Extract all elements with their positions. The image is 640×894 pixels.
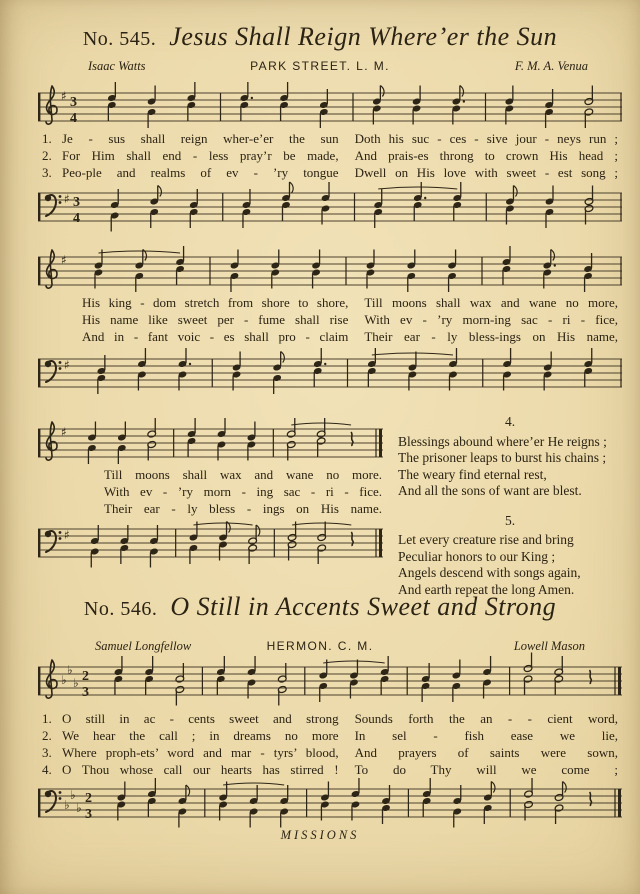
staff-notation-svg	[38, 420, 383, 466]
quarter-rest-icon	[351, 432, 353, 446]
lyric-line	[42, 164, 618, 181]
hymn-545-number: No. 545.	[82, 28, 157, 50]
final-barline	[379, 529, 382, 557]
hymn-546-tune-name: HERMON. C. M.	[266, 639, 374, 653]
lyric-line	[42, 294, 618, 311]
time-signature-bottom: 4	[70, 111, 77, 126]
lyric-phrase-left: O Thou whose call our hearts has stirred !	[62, 762, 339, 777]
treble-clef-icon	[46, 250, 57, 288]
flat-icon: ♭	[76, 801, 82, 815]
staff-notation-svg	[38, 780, 622, 826]
slur	[372, 353, 453, 355]
verse-5-lines	[398, 532, 622, 598]
hymn-546-number: No. 546.	[83, 598, 158, 620]
lyric-line: And earth repeat the long Amen.	[398, 581, 575, 597]
final-barline	[618, 667, 621, 695]
system-start-barline	[38, 257, 40, 285]
sharp-icon: ♯	[61, 89, 67, 103]
time-signature-top: 3	[70, 95, 77, 110]
verse-number: 2.	[42, 148, 52, 163]
lyric-line: Peculiar honors to our King ;	[398, 548, 556, 564]
hymn-546-title-row	[0, 592, 640, 622]
slur	[323, 661, 384, 663]
lyric-phrase-left: We hear the call ; in dreams no more	[62, 728, 339, 743]
lyric-phrase-right: Sounds forth the an - - cient word,	[354, 711, 618, 726]
flat-icon: ♭	[67, 663, 73, 677]
lyric-line	[42, 710, 618, 727]
staff-notation-svg	[38, 658, 622, 704]
lyric-line	[42, 130, 618, 147]
treble-clef-icon	[46, 422, 57, 460]
staff-notation-svg	[38, 84, 622, 130]
system-start-barline	[38, 667, 40, 695]
lyric-line: Angels descend with songs again,	[398, 565, 581, 580]
slur	[292, 523, 351, 525]
lyric-phrase-right: And prais-es throng to crown His head ;	[354, 148, 618, 163]
lyric-line: Their ear - ly bless - ings on His name.	[104, 501, 382, 516]
lyric-line	[42, 744, 618, 761]
verse-number: 2.	[42, 728, 52, 743]
quarter-rest-icon	[351, 532, 353, 546]
lyric-phrase-right: To do Thy will we come ;	[354, 762, 618, 777]
augmentation-dot	[424, 197, 426, 199]
lyric-line: Blessings abound where’er He reigns ;	[398, 433, 607, 449]
lyrics-545-verses-1-3-second-half	[42, 294, 618, 345]
time-signature-top: 3	[73, 195, 80, 210]
lyric-phrase-right: Doth his suc - ces - sive jour - neys run ;	[354, 131, 618, 146]
hymn-545-composer: F. M. A. Venua	[514, 59, 588, 73]
lyric-phrase-left: For Him shall end - less pray’r be made,	[62, 148, 339, 163]
hymn-545-extra-verses	[398, 414, 622, 598]
lyric-line	[42, 147, 618, 164]
augmentation-dot	[554, 264, 556, 266]
final-barline	[379, 429, 382, 457]
staff-notation-svg	[38, 184, 622, 230]
flat-icon: ♭	[61, 673, 67, 687]
lyric-phrase-left: Peo-ple and realms of ev - ’ry tongue	[62, 165, 339, 180]
quarter-rest-icon	[590, 792, 592, 806]
final-barline	[618, 789, 621, 817]
lyric-line: Till moons shall wax and wane no more.	[104, 467, 382, 482]
augmentation-dot	[189, 363, 191, 365]
staff-notation-svg	[38, 248, 622, 294]
lyrics-546-verses-1-4	[42, 710, 618, 778]
slur	[223, 783, 284, 785]
flat-icon: ♭	[73, 676, 79, 690]
slur	[98, 251, 180, 253]
slur	[378, 187, 457, 189]
lyric-phrase-right: And prayers of saints were sown,	[354, 745, 618, 760]
staff-545-system1-treble	[38, 84, 622, 130]
lyric-line: The prisoner leaps to burst his chains ;	[398, 450, 607, 465]
time-signature-top: 2	[85, 791, 92, 806]
staff-545-system2-bass	[38, 350, 622, 396]
sharp-icon: ♯	[64, 528, 70, 542]
lyric-phrase-left: O still in ac - cents sweet and strong	[62, 711, 339, 726]
hymn-545-title-row	[0, 22, 640, 52]
lyric-phrase-left: His king - dom stretch from shore to shore,	[82, 295, 349, 310]
lyric-phrase-left: His name like sweet per - fume shall rise	[82, 312, 349, 327]
staff-545-system1-bass	[38, 184, 622, 230]
verse-number: 4.	[42, 762, 52, 777]
verse-number: 3.	[42, 165, 52, 180]
verse-gap	[398, 500, 622, 513]
verse-4-heading: 4.	[504, 414, 516, 429]
hymn-545-tune-name: PARK STREET. L. M.	[250, 59, 390, 73]
verse-number: 1.	[42, 711, 52, 726]
lyric-phrase-left: And in - fant voic - es shall pro - claim	[82, 329, 349, 344]
flat-icon: ♭	[70, 788, 76, 802]
lyric-line: Let every creature rise and bring	[398, 532, 574, 547]
system-start-barline	[38, 93, 40, 121]
quarter-rest-icon	[589, 670, 591, 684]
flat-icon: ♭	[64, 798, 70, 812]
augmentation-dot	[251, 97, 253, 99]
system-start-barline	[38, 193, 40, 221]
lyrics-545-verses-1-3-first-half	[42, 130, 618, 181]
sharp-icon: ♯	[61, 425, 67, 439]
running-footer: MISSIONS	[280, 828, 360, 842]
lyric-phrase-right: With ev - ’ry morn-ing sac - ri - fice,	[364, 312, 618, 327]
lyric-line: And all the sons of want are blest.	[398, 483, 582, 498]
lyric-phrase-right: Their ear - ly bless-ings on His name,	[364, 329, 618, 344]
sharp-icon: ♯	[64, 358, 70, 372]
lyric-phrase-right: In sel - fish ease we lie,	[354, 728, 618, 743]
system-start-barline	[38, 359, 40, 387]
hymn-545-author: Isaac Watts	[88, 59, 146, 73]
lyric-phrase-left: Je - sus shall reign wher-e’er the sun	[62, 131, 339, 146]
lyric-line	[42, 761, 618, 778]
staff-546-bass	[38, 780, 622, 826]
lyric-line	[42, 311, 618, 328]
staff-545-system3-bass	[38, 520, 383, 566]
lyric-phrase-right: Till moons shall wax and wane no more,	[364, 295, 618, 310]
system-start-barline	[38, 529, 40, 557]
lyric-line: With ev - ’ry morn - ing sac - ri - fice.	[104, 484, 382, 499]
slur	[291, 423, 351, 425]
staff-notation-svg	[38, 350, 622, 396]
hymn-546-composer: Lowell Mason	[513, 639, 585, 653]
sharp-icon: ♯	[61, 253, 67, 267]
staff-545-system2-treble	[38, 248, 622, 294]
hymn-546-author: Samuel Longfellow	[95, 639, 192, 653]
verse-4-lines	[398, 434, 622, 500]
system-start-barline	[38, 789, 40, 817]
time-signature-bottom: 3	[85, 807, 92, 822]
augmentation-dot	[463, 100, 465, 102]
verse-number: 1.	[42, 131, 52, 146]
staff-545-system3-treble	[38, 420, 383, 466]
sharp-icon: ♯	[64, 192, 70, 206]
lyric-line	[42, 328, 618, 345]
time-signature-bottom: 3	[82, 685, 89, 700]
verse-number: 3.	[42, 745, 52, 760]
time-signature-bottom: 4	[73, 211, 80, 226]
lyric-phrase-right: Dwell on His love with sweet - est song ;	[354, 165, 618, 180]
staff-546-treble	[38, 658, 622, 704]
treble-clef-icon	[46, 86, 57, 124]
hymn-546-title: O Still in Accents Sweet and Strong	[170, 592, 557, 621]
hymn-545-byline	[0, 59, 640, 75]
verse-5-heading: 5.	[504, 512, 516, 528]
lyric-phrase-left: Where proph-ets’ word and mar - tyrs’ blood,	[62, 745, 339, 760]
staff-notation-svg	[38, 520, 383, 566]
slur	[193, 523, 252, 525]
hymn-546-byline	[0, 639, 640, 655]
augmentation-dot	[324, 363, 326, 365]
time-signature-top: 2	[82, 669, 89, 684]
lyrics-545-refrain	[104, 466, 382, 517]
hymn-545-title: Jesus Shall Reign Where’er the Sun	[169, 22, 558, 51]
system-start-barline	[38, 429, 40, 457]
treble-clef-icon	[46, 660, 57, 698]
lyric-line	[42, 727, 618, 744]
lyric-line: The weary find eternal rest,	[398, 466, 547, 482]
